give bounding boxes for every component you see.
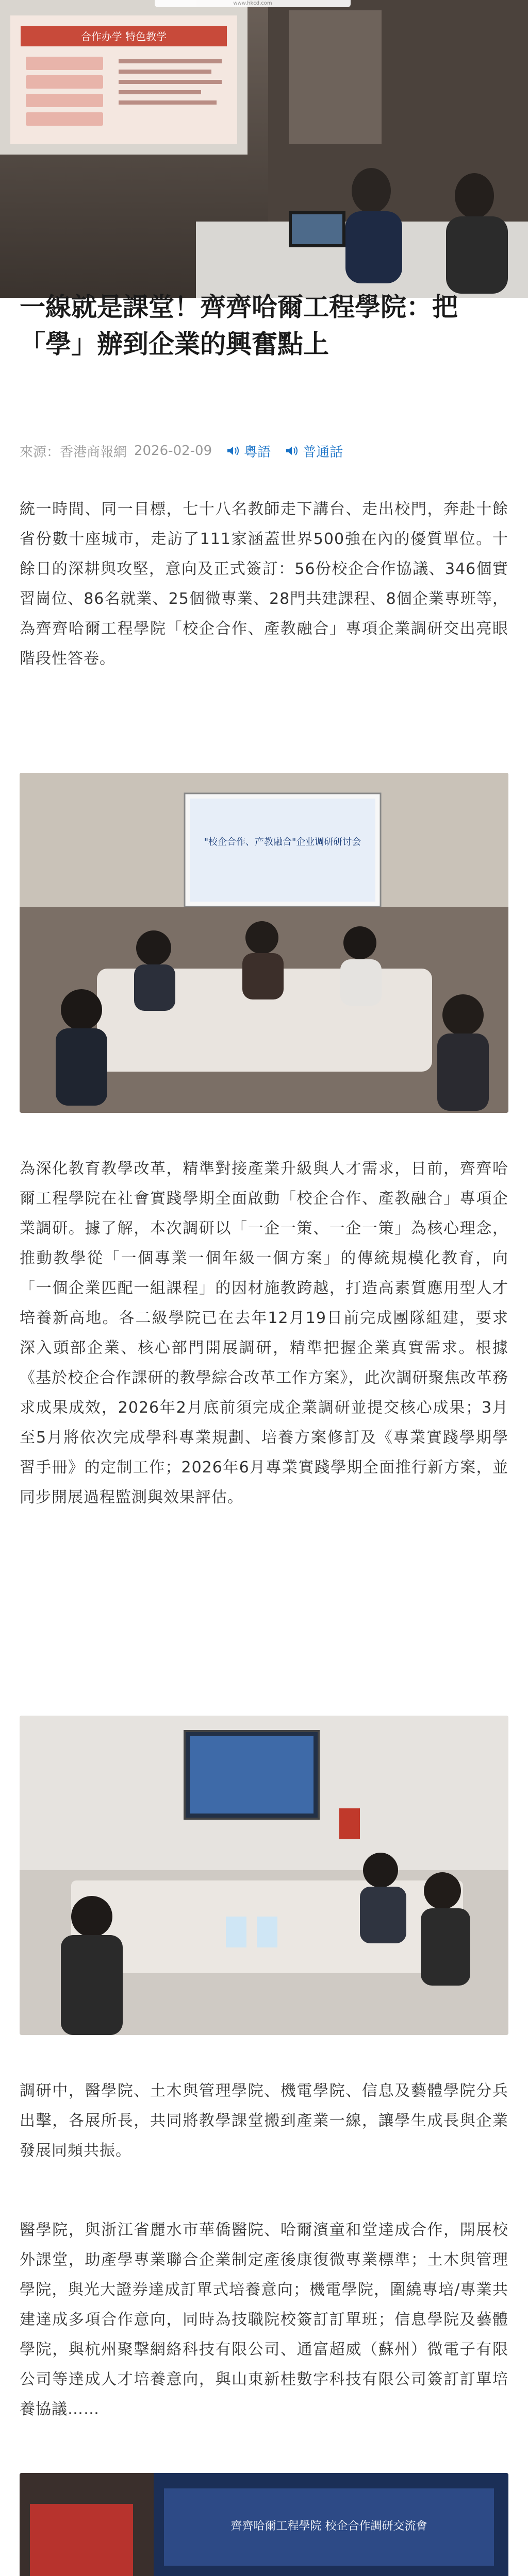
article-photo-meeting <box>20 773 508 1113</box>
article-source: 來源：香港商報網 <box>20 444 127 460</box>
speaker-icon <box>226 445 240 456</box>
article-paragraph: 調研中，醫學院、土木與管理學院、機電學院、信息及藝體學院分兵出擊，各展所長，共同將教學課堂搬到產業一線，讓學生成長與企業發展同頻共振。 <box>20 2082 508 2160</box>
speaker-icon <box>285 445 299 456</box>
photo3-banner-text: 齊齊哈爾工程學院 校企合作調研交流會 <box>230 2520 427 2533</box>
site-url: www.hkcd.com <box>233 1 272 6</box>
article-paragraph: 醫學院，與浙江省麗水市華僑醫院、哈爾濱童和堂達成合作，開展校外課堂，助產學專業聯合企業制定產後康復微專業標準；土木與管理學院，與光大證券達成訂單式培養意向；機電學院，圍繞專培/專業共建達成多項合作意向，同時為技職院校簽訂訂單班；信息學院及藝體學院，與杭州聚擊網絡科技有限公司、通富超威（蘇州）微電子有限公司等達成人才培養意向，與山東新桂數字科技有限公司簽訂訂單培養協議…… <box>20 2221 508 2418</box>
conference-photo-illustration <box>20 2473 508 2576</box>
article-paragraph: 為深化教育教學改革，精準對接產業升級與人才需求，日前，齊齊哈爾工程學院在社會實踐學期全面啟動「校企合作、產教融合」專項企業調研。據了解，本次調研以「一企一策、一企一策」為核心理念，推動教學從「一個專業一個年級一個方案」的傳統規模化教育，向「一個企業匹配一組課程」的因材施教跨越，打造高素質應用型人才培養新高地。各二級學院已在去年12月19日前完成團隊組建，要求深入頭部企業、核心部門開展調研，精準把握企業真實需求。根據《基於校企合作課研的教學綜合改革工作方案》，此次調研聚焦改革務求成果成效，2026年2月底前須完成企業調研並提交核心成果；3月至5月將依次完成學科專業規劃、培養方案修訂及《專業實踐學期學習手冊》的定制工作；2026年6月專業實踐學期全面推行新方案，並同步開展過程監測與效果評估。 <box>20 1160 508 1506</box>
office-photo-illustration <box>20 1716 508 2035</box>
audio-mandarin-label: 普通話 <box>303 444 343 460</box>
article-date: 2026-02-09 <box>134 443 212 459</box>
photo1-banner-text: "校企合作、产教融合"企业调研研讨会 <box>204 837 361 848</box>
audio-cantonese-label: 粵語 <box>244 444 271 460</box>
hero-slide-title: 合作办学 特色教学 <box>80 30 167 43</box>
meeting-photo-illustration <box>20 773 508 1113</box>
audio-cantonese-button[interactable] <box>226 442 271 461</box>
article-photo-office <box>20 1716 508 2035</box>
hero-photo <box>0 0 528 298</box>
url-strip <box>155 0 351 7</box>
article-paragraph: 統一時間、同一目標，七十八名教師走下講台、走出校門，奔赴十餘省份數十座城市，走訪了111家涵蓋世界500強在內的優質單位。十餘日的深耕與攻堅，意向及正式簽訂：56份校企合作協議、346個實習崗位、86名就業、25個微專業、28門共建課程、8個企業專班等，為齊齊哈爾工程學院「校企合作、產教融合」專項企業調研交出亮眼階段性答卷。 <box>20 500 508 668</box>
article-meta <box>20 442 343 460</box>
article-title: 一線就是課堂！齊齊哈爾工程學院：把「學」辦到企業的興奮點上 <box>20 292 458 359</box>
article-photo-conference <box>20 2473 508 2576</box>
audio-mandarin-button[interactable] <box>285 442 343 461</box>
hero-photo-illustration <box>0 0 528 298</box>
